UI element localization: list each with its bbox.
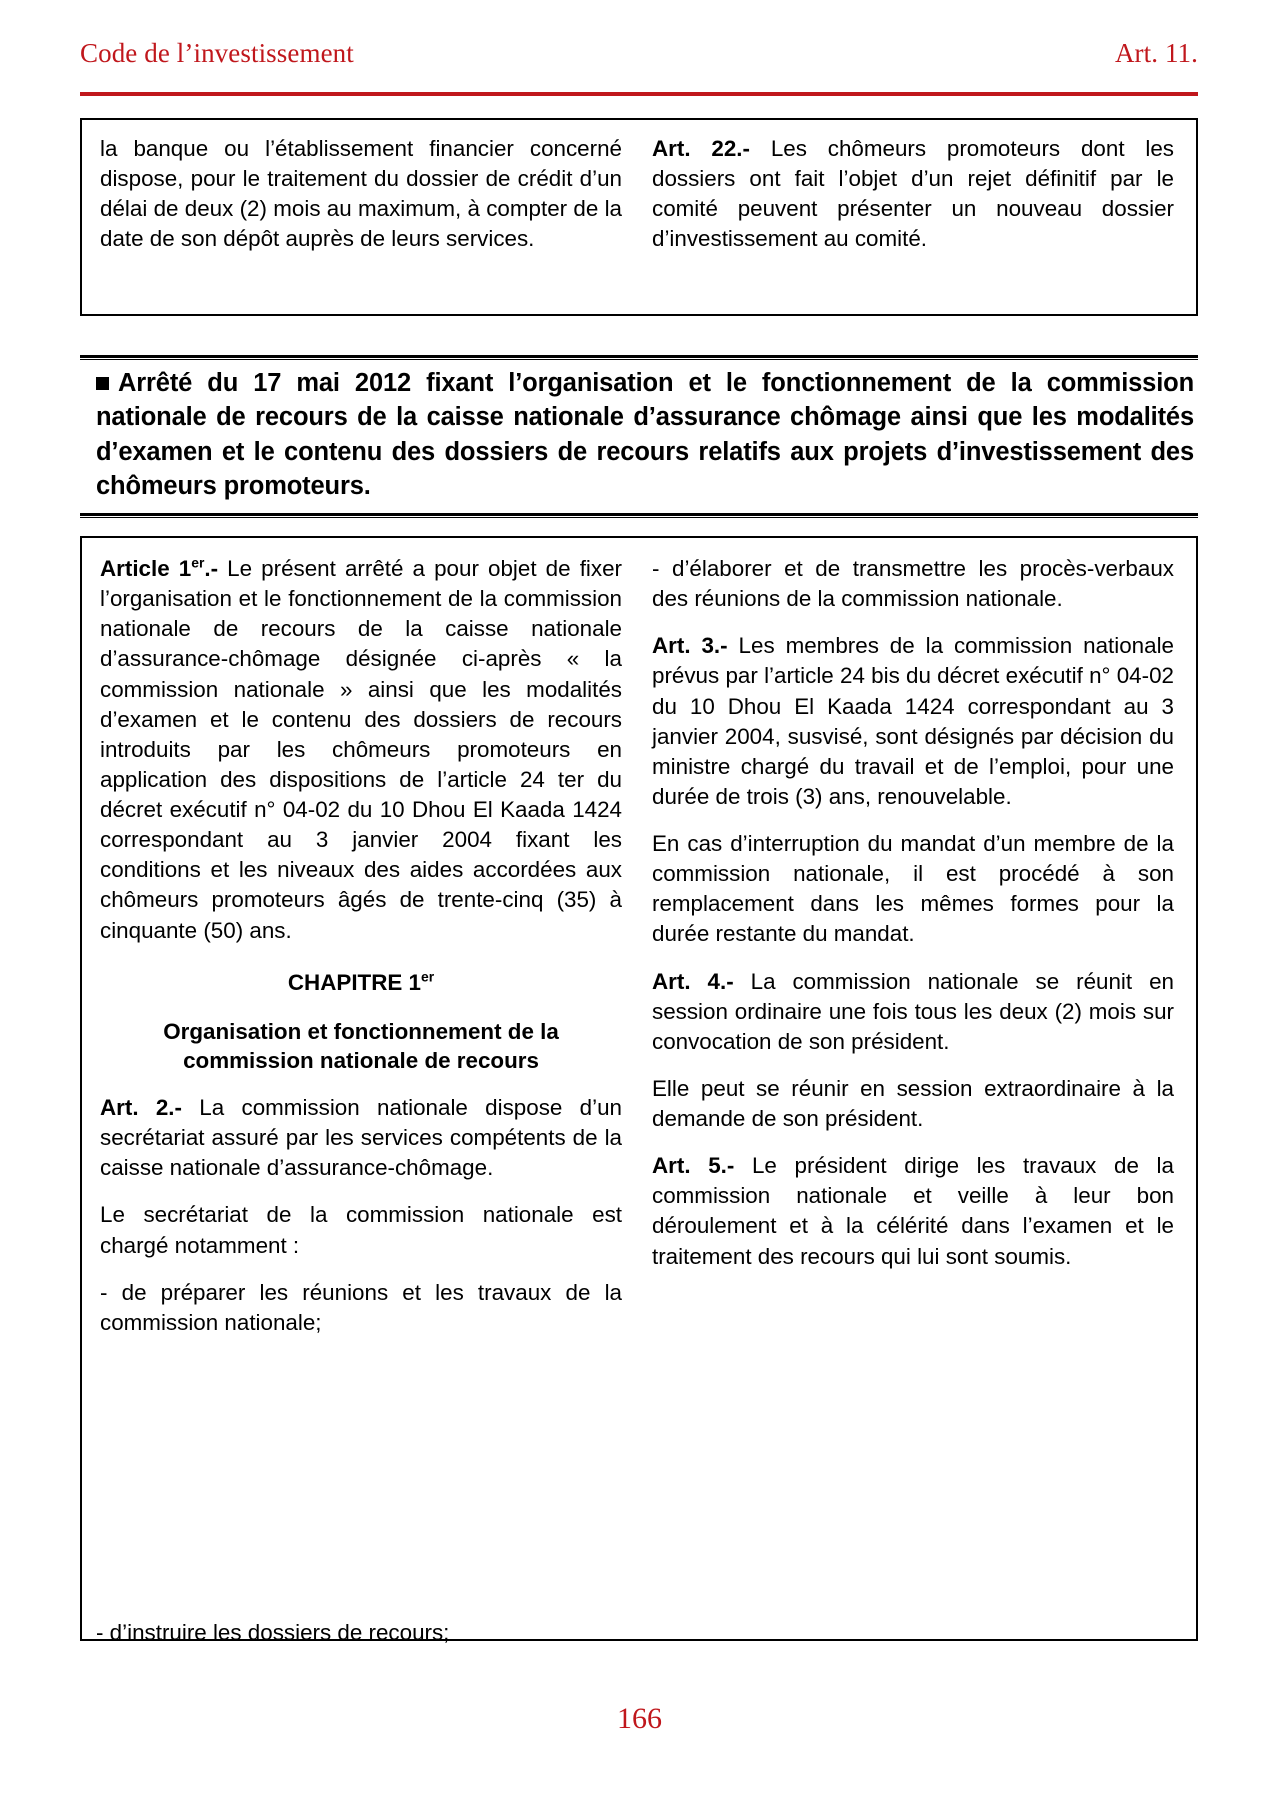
article-22-text: Les chômeurs promoteurs dont les dossiers ont fait l’objet d’un rejet définitif par le comité peuvent présenter un nouveau dossier d’investissement au comité. [652,136,1174,252]
article-1-dash: .- [204,556,219,581]
article-4-label: Art. 4.- [652,968,734,994]
article-5-paragraph [652,1151,1174,1272]
article-2-label: Art. 2.- [100,1095,182,1120]
article-2-paragraph [100,1093,622,1183]
bottom-box-columns [100,554,1174,1338]
article-1-text: Le présent arrêté a pour objet de fixer l’organisation et le fonctionnement de la commission nationale de recours de la caisse nationale d’assurance-chômage désignée ci-après « la commission nationale » ainsi que les modalités d’examen et le contenu des dossiers de recours introduits par les chômeurs promoteurs en application des dispositions de l’article 24 ter du décret exécutif n° 04-02 du 10 Dhou El Kaada 1424 correspondant au 3 janvier 2004 fixant les conditions et les niveaux des aides accordées aux chômeurs promoteurs âgés de trente-cinq (35) à cinquante (50) ans. [100,556,622,943]
secretariat-paragraph: Le secrétariat de la commission nationale est chargé notamment : [100,1202,622,1258]
article-2-text: La commission nationale dispose d’un secrétariat assuré par les services compétents de la caisse nationale d’assurance-chômage. [100,1095,622,1181]
article-4-paragraph [652,967,1174,1057]
top-box-left-column [100,134,622,255]
page-number: 166 [617,1702,662,1735]
running-header [80,38,1198,69]
header-rule [80,92,1198,96]
square-bullet-icon [96,377,109,390]
top-article-box [80,118,1198,316]
chapter-label: CHAPITRE 1 [287,969,421,995]
bottom-box-left-column [100,554,622,1338]
article-4-text: La commission nationale se réunit en session ordinaire une fois tous les deux (2) mois sur convocation de son président. [652,968,1174,1054]
secretariat-bullet-1: - de préparer les réunions et les travaux de la commission nationale; [100,1279,622,1335]
banner-bottom-rule [80,513,1198,518]
banner-top-rule [80,355,1198,360]
decree-banner-heading [80,366,1198,503]
bottom-box-right-column [652,554,1174,1338]
article-5-label: Art. 5.- [652,1153,735,1179]
article-3-second-paragraph: En cas d’interruption du mandat d’un membre de la commission nationale, il est procédé à son remplacement dans les mêmes formes pour la durée restante du mandat. [652,831,1174,947]
top-box-right-column [652,134,1174,255]
secretariat-bullet-2: - d’instruire les dossiers de recours; [96,1620,450,1645]
top-box-columns [100,134,1174,255]
top-left-paragraph: la banque ou l’établissement financier concerné dispose, pour le traitement du dossier de crédit d’un délai de deux (2) mois au maximum, à compter de la date de son dépôt auprès de leurs services. [100,136,622,252]
article-3-text: Les membres de la commission nationale prévus par l’article 24 bis du décret exécutif n° 04-02 du 10 Dhou El Kaada 1424 correspondant au 3 janvier 2004, susvisé, sont désignés par décision du ministre chargé du travail et de l’emploi, pour une durée de trois (3) ans, renouvelable. [652,633,1174,809]
article-4-second-paragraph: Elle peut se réunir en session extraordinaire à la demande de son président. [652,1075,1174,1131]
article-22-paragraph [652,134,1174,255]
article-1-label: Article 1 [100,556,192,581]
article-1-superscript: er [191,554,205,571]
header-document-title: Code de l’investissement [80,38,354,68]
article-3-paragraph [652,631,1174,812]
article-5-text: Le président dirige les travaux de la commission nationale et veille à leur bon déroulement et à la célérité dans l’examen et le traitement des recours qui lui sont soumis. [652,1153,1174,1269]
chapter-heading [100,968,622,997]
bottom-article-box [80,536,1198,1641]
article-3-label: Art. 3.- [652,633,728,659]
secretariat-bullet-3: - d’élaborer et de transmettre les procès-verbaux des réunions de la commission nationale. [652,556,1174,612]
decree-banner-text: Arrêté du 17 mai 2012 fixant l’organisation et le fonctionnement de la commission nationale de recours de la caisse nationale d’assurance chômage ainsi que les modalités d’examen et le contenu des dossiers de recours relatifs aux projets d’investissement des chômeurs promoteurs. [96,369,1194,500]
article-22-label: Art. 22.- [652,136,750,161]
article-1-paragraph [100,554,622,946]
chapter-superscript: er [421,968,435,985]
header-article-reference: Art. 11. [1114,38,1198,68]
chapter-subtitle: Organisation et fonctionnement de la commission nationale de recours [163,1018,559,1073]
